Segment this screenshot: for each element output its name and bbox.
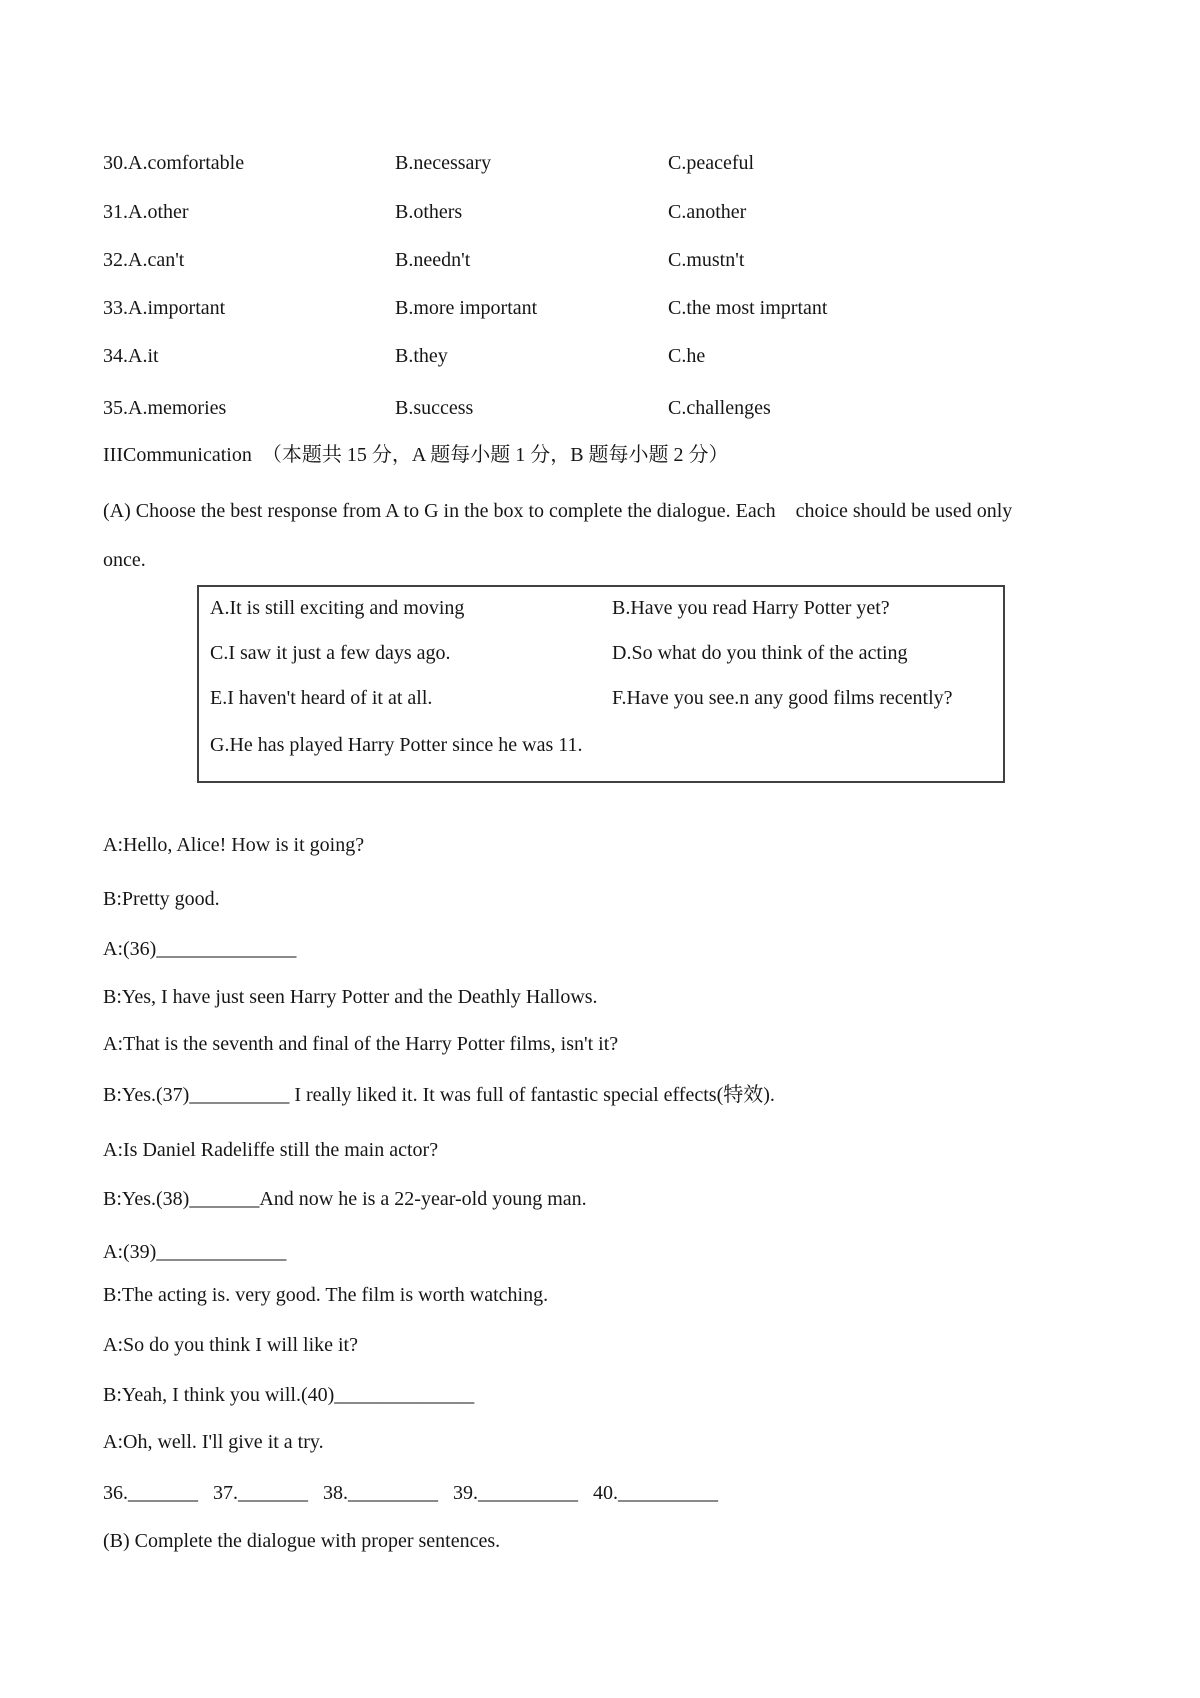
dialogue-line-6-blank-37: B:Yes.(37)__________ I really liked it. It was full of fantastic special effects(特效).	[103, 1084, 775, 1106]
part-a-instruction-line-1: (A) Choose the best response from A to G in the box to complete the dialogue. Each choice should be used only	[103, 500, 1013, 522]
choice-e: E.I haven't heard of it at all.	[210, 687, 433, 709]
dialogue-line-3-blank-36: A:(36)______________	[103, 938, 297, 960]
dialogue-line-9-blank-39: A:(39)_____________	[103, 1241, 287, 1263]
dialogue-line-1: A:Hello, Alice! How is it going?	[103, 834, 365, 856]
dialogue-line-5: A:That is the seventh and final of the Harry Potter films, isn't it?	[103, 1033, 619, 1055]
mcq-32-option-a: 32.A.can't	[103, 249, 185, 271]
mcq-31-option-b: B.others	[395, 201, 463, 223]
choice-d: D.So what do you think of the acting	[612, 642, 908, 664]
choice-box	[197, 585, 1005, 783]
mcq-34-option-c: C.he	[668, 345, 706, 367]
dialogue-line-2: B:Pretty good.	[103, 888, 220, 910]
choice-b: B.Have you read Harry Potter yet?	[612, 597, 890, 619]
mcq-34-option-b: B.they	[395, 345, 448, 367]
part-a-instruction-line-2: once.	[103, 549, 146, 571]
mcq-35-option-a: 35.A.memories	[103, 397, 227, 419]
mcq-30-option-a: 30.A.comfortable	[103, 152, 245, 174]
choice-box-row-1	[199, 595, 1003, 621]
mcq-row-33	[0, 295, 1200, 321]
mcq-32-option-c: C.mustn't	[668, 249, 745, 271]
choice-a: A.It is still exciting and moving	[210, 597, 465, 619]
choice-f: F.Have you see.n any good films recently?	[612, 687, 953, 709]
mcq-row-31	[0, 199, 1200, 225]
mcq-33-option-b: B.more important	[395, 297, 538, 319]
choice-c: C.I saw it just a few days ago.	[210, 642, 451, 664]
choice-box-row-4	[199, 732, 1003, 758]
dialogue-line-13: A:Oh, well. I'll give it a try.	[103, 1431, 324, 1453]
answer-blanks-line: 36._______ 37._______ 38._________ 39.__________ 40.__________	[103, 1482, 718, 1504]
mcq-row-35	[0, 395, 1200, 421]
mcq-row-34	[0, 343, 1200, 369]
mcq-32-option-b: B.needn't	[395, 249, 471, 271]
mcq-35-option-c: C.challenges	[668, 397, 771, 419]
mcq-30-option-b: B.necessary	[395, 152, 492, 174]
choice-box-row-2	[199, 640, 1003, 666]
mcq-row-30	[0, 150, 1200, 176]
dialogue-line-4: B:Yes, I have just seen Harry Potter and the Deathly Hallows.	[103, 986, 598, 1008]
choice-box-row-3	[199, 685, 1003, 711]
dialogue-line-10: B:The acting is. very good. The film is worth watching.	[103, 1284, 549, 1306]
mcq-31-option-a: 31.A.other	[103, 201, 189, 223]
mcq-33-option-a: 33.A.important	[103, 297, 226, 319]
dialogue-line-8-blank-38: B:Yes.(38)_______And now he is a 22-year-old young man.	[103, 1188, 587, 1210]
part-b-header: (B) Complete the dialogue with proper sentences.	[103, 1530, 501, 1552]
dialogue-line-12-blank-40: B:Yeah, I think you will.(40)______________	[103, 1384, 475, 1406]
mcq-34-option-a: 34.A.it	[103, 345, 159, 367]
mcq-30-option-c: C.peaceful	[668, 152, 755, 174]
dialogue-line-7: A:Is Daniel Radeliffe still the main actor?	[103, 1139, 439, 1161]
section-header: IIICommunication （本题共 15 分，A 题每小题 1 分，B 题每小题 2 分）	[103, 444, 729, 466]
choice-g: G.He has played Harry Potter since he was 11.	[210, 734, 583, 756]
mcq-row-32	[0, 247, 1200, 273]
mcq-33-option-c: C.the most imprtant	[668, 297, 828, 319]
mcq-31-option-c: C.another	[668, 201, 747, 223]
mcq-35-option-b: B.success	[395, 397, 474, 419]
dialogue-line-11: A:So do you think I will like it?	[103, 1334, 358, 1356]
